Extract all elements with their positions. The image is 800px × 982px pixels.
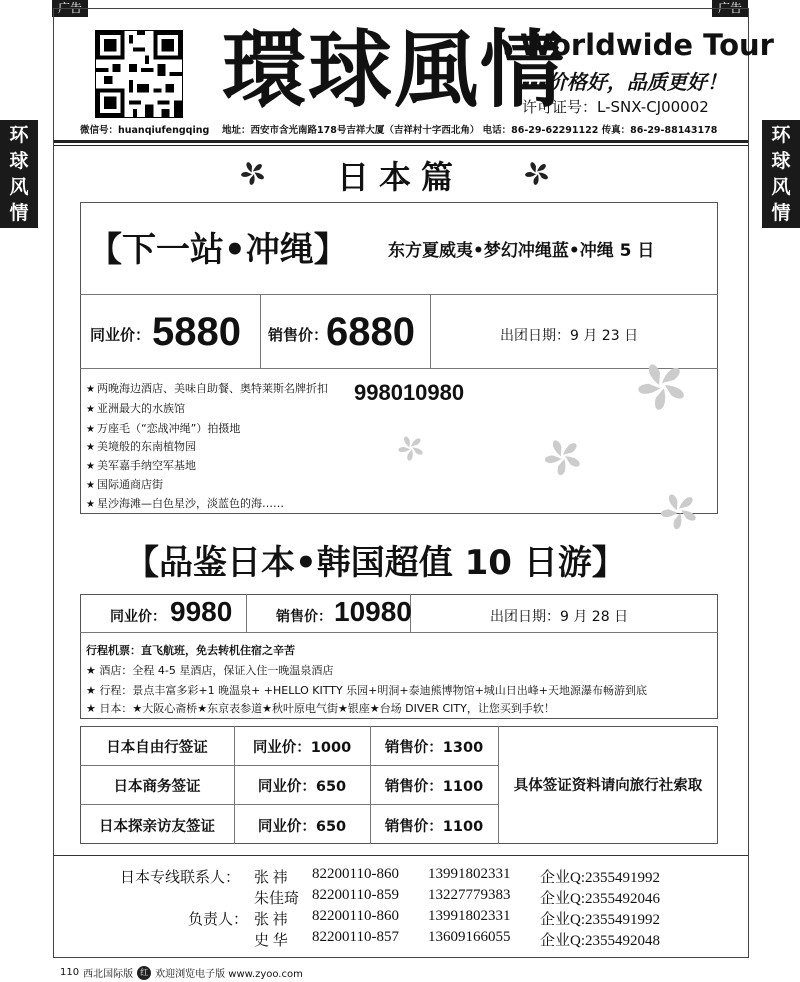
itinerary-line: 行程机票：直飞航班，免去转机住宿之辛苦: [86, 644, 295, 657]
star-icon: ★: [86, 499, 95, 510]
divider: [80, 632, 718, 633]
star-icon: ★: [86, 384, 95, 395]
pinwheel-icon: [656, 488, 702, 534]
side-tab-char: 环: [9, 124, 29, 146]
feature-text: 美境般的东南植物园: [96, 440, 196, 453]
visa-name: 日本探亲访友签证: [99, 819, 215, 835]
ad-tag-right: 广告: [712, 0, 748, 17]
ad-tag-left: 广告: [52, 0, 88, 17]
contact-qq: 企业Q:2355492048: [540, 933, 661, 949]
visa-trade-price: 同业价：650: [257, 779, 347, 795]
itinerary-line: ★ 日本：★大阪心斋桥★东京表参道★秋叶原电气街★银座★台场 DIVER CITY，让您买到手软！: [86, 702, 555, 715]
pinwheel-icon: [632, 356, 692, 416]
side-tab-char: 情: [771, 202, 791, 224]
contact-tel: 82200110-857: [312, 929, 399, 945]
edition-label: 西北国际版: [83, 969, 134, 980]
contact-tel: 82200110-859: [312, 887, 399, 903]
package1-title: 【下一站•冲绳】: [88, 230, 348, 270]
divider: [260, 294, 261, 368]
star-icon: ★: [86, 480, 95, 491]
side-tab-char: 球: [771, 150, 791, 172]
feature-text: 万座毛（“恋战冲绳”）拍摄地: [96, 422, 241, 435]
visa-retail-price: 销售价：1100: [384, 819, 484, 835]
visa-trade-price: 同业价：650: [257, 819, 347, 835]
feature-item: [86, 400, 185, 416]
section-title: 日本篇: [336, 158, 463, 196]
itinerary-line: ★ 酒店：全程 4-5 星酒店，保证入住一晚温泉酒店: [86, 664, 334, 677]
contact-mobile: 13991802331: [428, 908, 511, 924]
contact-mobile: 13609166055: [428, 929, 511, 945]
feature-text: 国际通商店街: [96, 478, 163, 491]
pinwheel-icon: [238, 158, 268, 188]
contact-name: 张 祎: [254, 912, 288, 928]
divider: [80, 368, 718, 369]
footer-text: 欢迎浏览电子版 www.zyoo.com: [155, 969, 303, 980]
package1-retail-price: 6880: [326, 310, 415, 354]
visa-name: 日本自由行签证: [106, 740, 208, 756]
feature-text: 星沙海滩—白色星沙，淡蓝色的海……: [96, 497, 284, 510]
package2-retail-label: 销售价：: [276, 609, 332, 625]
side-tab-right: [762, 120, 800, 228]
star-icon: ★: [86, 442, 95, 453]
header-divider: [54, 140, 748, 143]
contact-mobile: 13991802331: [428, 866, 511, 882]
qr-code-icon: [95, 30, 183, 118]
package1-trade-label: 同业价：: [90, 326, 151, 344]
side-tab-char: 球: [9, 150, 29, 172]
visa-retail-price: 销售价：1100: [384, 779, 484, 795]
pinwheel-icon: [395, 432, 427, 464]
contact-role: 负责人：: [188, 912, 249, 928]
visa-note: 具体签证资料请向旅行社索取: [513, 778, 703, 794]
contact-tel: 82200110-860: [312, 908, 399, 924]
side-tab-char: 风: [9, 176, 29, 198]
visa-retail-price: 销售价：1300: [384, 740, 484, 756]
wechat-id: 微信号：huanqiufengqing: [80, 125, 210, 136]
divider: [80, 294, 718, 295]
feature-item: [86, 438, 196, 454]
itinerary-line: ★ 行程：景点丰富多彩+1 晚温泉+ +HELLO KITTY 乐园+明洞+泰迪熊博物馆+城山日出峰+天地源瀑布畅游到底: [86, 684, 648, 697]
divider: [54, 855, 748, 856]
header-divider: [54, 145, 748, 146]
brand-english: Worldwide Tour: [520, 28, 774, 62]
contact-name: 张 祎: [254, 870, 288, 886]
feature-item: [86, 420, 240, 436]
pinwheel-icon: [540, 434, 586, 480]
divider: [80, 804, 498, 805]
package2-trade-label: 同业价：: [110, 609, 166, 625]
star-icon: ★: [86, 424, 95, 435]
contact-name: 朱佳琦: [254, 891, 300, 907]
visa-trade-price: 同业价：1000: [252, 740, 352, 756]
footer: [60, 965, 303, 980]
slogan: ---价格好，品质更好！: [522, 70, 727, 94]
contact-qq: 企业Q:2355492046: [540, 891, 661, 907]
side-tab-char: 情: [9, 202, 29, 224]
edition-badge-icon: 红: [137, 966, 151, 980]
pinwheel-icon: [522, 158, 552, 188]
divider: [430, 294, 431, 368]
contact-qq: 企业Q:2355491992: [540, 912, 661, 928]
package1-retail-label: 销售价：: [268, 326, 329, 344]
package1-subtitle: 东方夏威夷•梦幻冲绳蓝•冲绳 5 日: [388, 241, 655, 261]
feature-text: 美军嘉手纳空军基地: [96, 459, 196, 472]
feature-text: 两晚海边酒店、美味自助餐、奥特莱斯名牌折扣: [96, 382, 328, 395]
feature-item: [86, 495, 284, 511]
brand-title: 環球風情: [222, 20, 567, 119]
star-icon: ★: [86, 461, 95, 472]
side-tab-char: 环: [771, 124, 791, 146]
side-tab-char: 风: [771, 176, 791, 198]
package2-trade-price: 9980: [170, 596, 233, 627]
feature-text: 亚洲最大的水族馆: [96, 402, 185, 415]
contact-mobile: 13227779383: [428, 887, 511, 903]
feature-item: [86, 457, 196, 473]
feature-item: [86, 476, 163, 492]
side-tab-left: [0, 120, 38, 228]
package2-title: 【品鉴日本•韩国超值 10 日游】: [125, 543, 626, 583]
package2-depart-date: 出团日期：9 月 28 日: [490, 609, 629, 625]
page-number: 110: [60, 967, 80, 978]
divider: [80, 765, 498, 766]
divider: [246, 594, 247, 632]
address-line: 地址：西安市含光南路178号吉祥大厦（吉祥村十字西北角） 电话：86-29-62291122 传真：86-29-88143178: [222, 125, 718, 136]
feature-item: [86, 380, 328, 396]
contact-name: 史 华: [254, 933, 288, 949]
package2-retail-price: 10980: [334, 596, 412, 627]
license-number: 许可证号：L-SNX-CJ00002: [522, 98, 709, 116]
contact-role: 日本专线联系人：: [120, 870, 241, 886]
star-icon: ★: [86, 404, 95, 415]
hotline-number: 998010980: [354, 380, 465, 405]
contact-tel: 82200110-860: [312, 866, 399, 882]
contact-qq: 企业Q:2355491992: [540, 870, 661, 886]
visa-name: 日本商务签证: [113, 779, 201, 795]
package1-trade-price: 5880: [152, 310, 241, 354]
package1-depart-date: 出团日期：9 月 23 日: [500, 328, 639, 344]
